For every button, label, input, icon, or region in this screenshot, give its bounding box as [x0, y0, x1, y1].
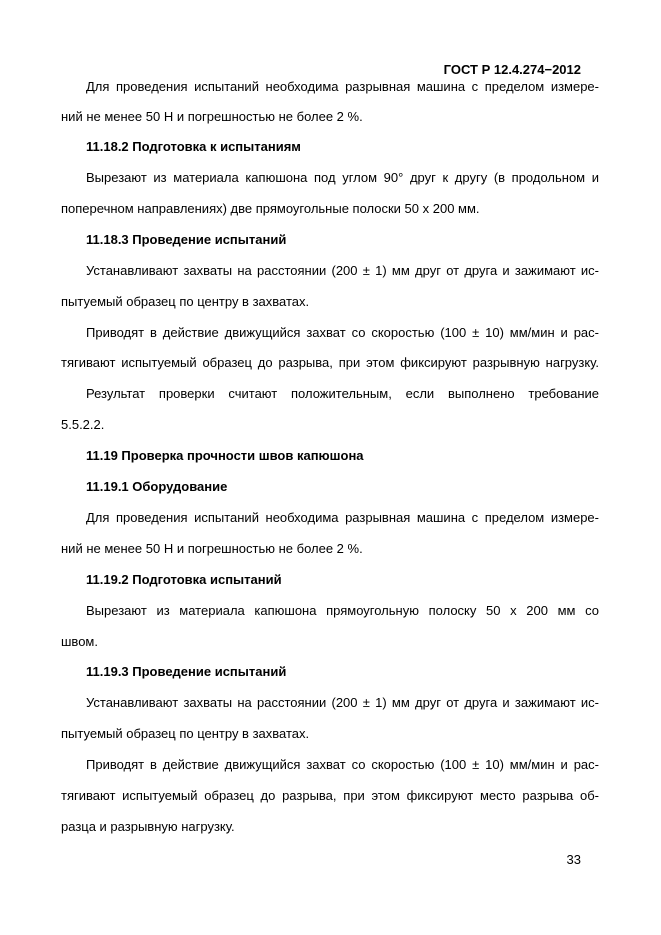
section-heading-11-18-2: 11.18.2 Подготовка к испытаниям: [86, 139, 301, 154]
paragraph-line: Вырезают из материала капюшона под углом 90° друг к другу (в продольном и: [86, 170, 599, 185]
paragraph-line: ний не менее 50 Н и погрешностью не более 2 %.: [61, 109, 363, 124]
paragraph-line: Вырезают из материала капюшона прямоугольную полоску 50 х 200 мм со: [86, 603, 599, 618]
paragraph-line: пытуемый образец по центру в захватах.: [61, 726, 310, 741]
paragraph-line: ний не менее 50 Н и погрешностью не более 2 %.: [61, 541, 363, 556]
section-heading-11-19-1: 11.19.1 Оборудование: [86, 479, 228, 494]
paragraph-line: швом.: [61, 634, 98, 649]
paragraph-line: Для проведения испытаний необходима разрывная машина с пределом измере-: [86, 510, 599, 525]
section-heading-11-19-2: 11.19.2 Подготовка испытаний: [86, 572, 282, 587]
document-id-header: ГОСТ Р 12.4.274−2012: [443, 62, 581, 77]
paragraph-line: Для проведения испытаний необходима разрывная машина с пределом измере-: [86, 79, 599, 94]
paragraph-line: 5.5.2.2.: [61, 417, 105, 432]
paragraph-line: Устанавливают захваты на расстоянии (200 ± 1) мм друг от друга и зажимают ис-: [86, 695, 599, 710]
paragraph-line: разца и разрывную нагрузку.: [61, 819, 235, 834]
section-heading-11-18-3: 11.18.3 Проведение испытаний: [86, 232, 287, 247]
paragraph-line: тягивают испытуемый образец до разрыва, при этом фиксируют место разрыва об-: [61, 788, 599, 803]
page-number: 33: [566, 852, 581, 867]
paragraph-line: пытуемый образец по центру в захватах.: [61, 294, 310, 309]
paragraph-line: Результат проверки считают положительным, если выполнено требование: [86, 386, 599, 401]
section-heading-11-19: 11.19 Проверка прочности швов капюшона: [86, 448, 364, 463]
paragraph-line: Приводят в действие движущийся захват со скоростью (100 ± 10) мм/мин и рас-: [86, 325, 599, 340]
paragraph-line: тягивают испытуемый образец до разрыва, при этом фиксируют разрывную нагрузку.: [61, 355, 599, 370]
paragraph-line: поперечном направлениях) две прямоугольные полоски 50 х 200 мм.: [61, 201, 480, 216]
paragraph-line: Устанавливают захваты на расстоянии (200 ± 1) мм друг от друга и зажимают ис-: [86, 263, 599, 278]
paragraph-line: Приводят в действие движущийся захват со скоростью (100 ± 10) мм/мин и рас-: [86, 757, 599, 772]
section-heading-11-19-3: 11.19.3 Проведение испытаний: [86, 664, 287, 679]
